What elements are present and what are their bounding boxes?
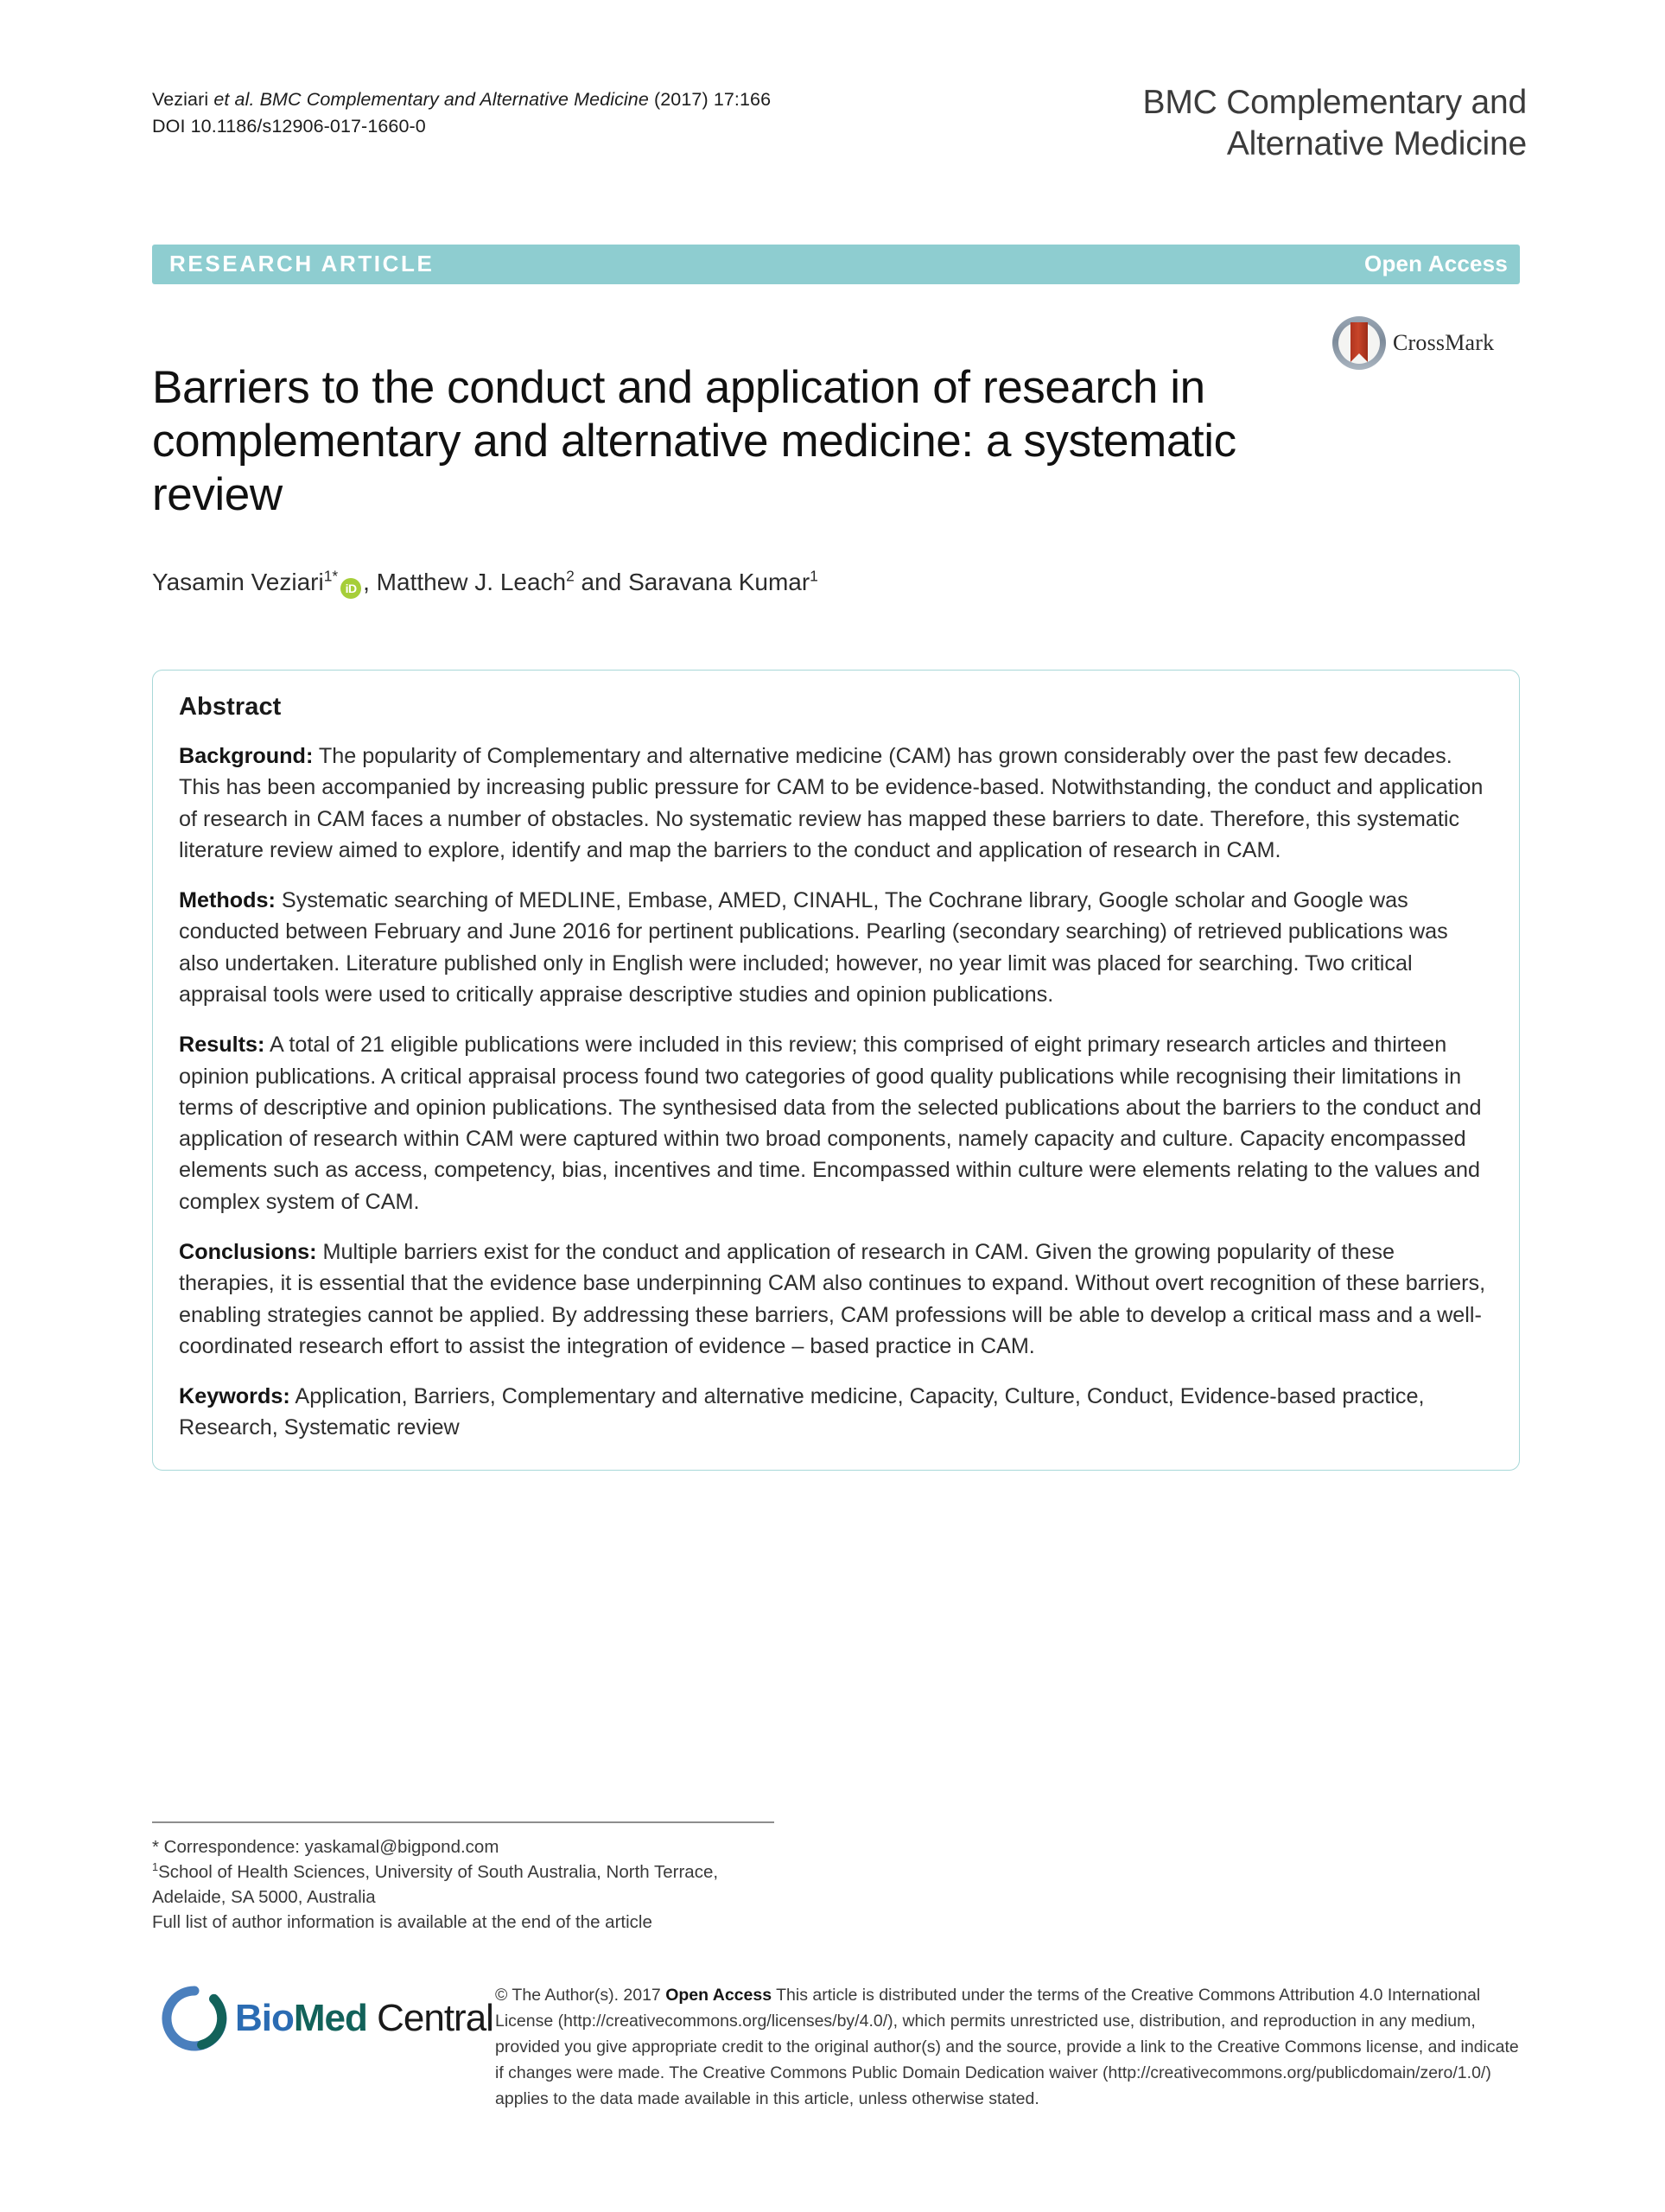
abstract-background-text: The popularity of Complementary and alternative medicine (CAM) has grown considerably over the past few decades. This has been accompanied by increasing public pressure for CAM to be evidence-based. Notwithstanding, the conduct and application of research in CAM faces a number of obstacles. No systematic review has mapped these barriers to date. Therefore, this systematic literature review aimed to explore, identify and map the barriers to the conduct and application of research in CAM. <box>179 744 1484 862</box>
correspondence-email[interactable]: * Correspondence: yaskamal@bigpond.com <box>152 1836 499 1857</box>
author-separator-1: , <box>363 569 377 595</box>
license-body: This article is distributed under the terms of the Creative Commons Attribution 4.0 International License (http://creativecommons.org/licenses/by/4.0/), which permits unrestricted use, distribution, and reproduction in any medium, provided you give appropriate credit to the original author(s) and the source, provide a link to the Creative Commons license, and indicate if changes were made. The Creative Commons Public Domain Dedication waiver (http://creativecommons.org/publicdomain/zero/1.0/) applies to the data made available in this article, unless otherwise stated. <box>495 1986 1519 2109</box>
page-title: Barriers to the conduct and application of research in complementary and alternative medicine: a systematic review <box>152 361 1236 520</box>
abstract-conclusions-text: Multiple barriers exist for the conduct and application of research in CAM. Given the growing popularity of these therapies, it is essential that the evidence base underpinning CAM also continues to expand. Without overt recognition of these barriers, enabling strategies cannot be applied. By addressing these barriers, CAM professions will be able to develop a critical mass and a well-coordinated research effort to assist the integration of evidence – based practice in CAM. <box>179 1239 1486 1358</box>
crossmark-badge[interactable] <box>1331 309 1529 377</box>
abstract-keywords-text: Application, Barriers, Complementary and alternative medicine, Capacity, Culture, Conduct, Evidence-based practice, Research, Systematic review <box>179 1384 1425 1440</box>
orcid-icon[interactable]: iD <box>340 578 361 599</box>
running-head-doi: DOI 10.1186/s12906-017-1660-0 <box>152 115 426 137</box>
abstract-keywords-label: Keywords: <box>179 1384 290 1409</box>
license-open-access-label: Open Access <box>665 1986 772 2005</box>
author-affil-1: 1* <box>323 567 339 585</box>
affiliation-marker: 1 <box>152 1859 159 1873</box>
affiliation-line-1 <box>152 1859 791 1885</box>
author-affil-2: 2 <box>566 567 575 585</box>
logo-word-bio: Bio <box>235 1997 294 2039</box>
abstract-keywords <box>179 1381 1493 1444</box>
author-name-1: Yasamin Veziari <box>152 569 324 595</box>
running-head-volume: (2017) 17:166 <box>648 89 772 110</box>
abstract-methods-text: Systematic searching of MEDLINE, Embase, AMED, CINAHL, The Cochrane library, Google scholar and Google was conducted between February and June 2016 for pertinent publications. Pearling (secondary searching) of retrieved publications was also undertaken. Literature published only in English were included; however, no year limit was placed for searching. Two critical appraisal tools were used to critically appraise descriptive studies and opinion publications. <box>179 888 1448 1007</box>
masthead-line-2: Alternative Medicine <box>1226 125 1527 163</box>
footnote-divider <box>152 1821 774 1823</box>
author-name-2: Matthew J. Leach <box>376 569 567 595</box>
crossmark-label: CrossMark <box>1393 330 1495 355</box>
running-head-journal: et al. BMC Complementary and Alternative Medicine <box>213 89 649 110</box>
abstract-results-label: Results: <box>179 1033 265 1058</box>
correspondence-footnote <box>152 1821 791 1935</box>
author-list <box>152 566 1362 599</box>
biomed-central-wordmark <box>235 1997 493 2040</box>
article-type-label: RESEARCH ARTICLE <box>169 250 435 276</box>
abstract-background <box>179 741 1493 866</box>
abstract-heading: Abstract <box>179 693 282 721</box>
author-separator-2: and <box>574 569 629 595</box>
crossmark-icon <box>1331 315 1388 372</box>
logo-word-central: Central <box>366 1997 493 2039</box>
affiliation-line-2: Adelaide, SA 5000, Australia <box>152 1886 376 1907</box>
running-head-author: Veziari <box>152 89 214 110</box>
abstract-methods <box>179 885 1493 1010</box>
abstract-results-text: A total of 21 eligible publications were included in this review; this comprised of eight primary research articles and thirteen opinion publications. A critical appraisal process found two categories of good quality publications while recognising their limitations in terms of descriptive and opinion publications. The synthesised data from the selected publications about the barriers to the conduct and application of research within CAM were captured within two broad components, namely capacity and culture. Capacity encompassed elements such as access, competency, bias, incentives and time. Encompassed within culture were elements relating to the values and complex system of CAM. <box>179 1033 1482 1214</box>
abstract-methods-label: Methods: <box>179 888 276 913</box>
biomed-ring-icon <box>161 1985 228 2052</box>
open-access-label: Open Access <box>1364 250 1508 276</box>
running-head <box>152 86 982 139</box>
license-copyright: © The Author(s). 2017 <box>495 1986 666 2005</box>
article-type-banner <box>152 245 1520 284</box>
journal-masthead <box>905 82 1527 166</box>
author-info-note: Full list of author information is available at the end of the article <box>152 1911 652 1932</box>
author-name-3: Saravana Kumar <box>628 569 810 595</box>
masthead-line-1: BMC Complementary and <box>1142 84 1527 121</box>
abstract-conclusions <box>179 1236 1493 1362</box>
abstract-results <box>179 1029 1493 1217</box>
biomed-central-logo <box>161 1984 493 2053</box>
abstract-background-label: Background: <box>179 744 314 768</box>
logo-word-med: Med <box>293 1997 367 2039</box>
license-statement <box>495 1982 1523 2112</box>
running-head-citation <box>152 86 982 113</box>
abstract-box <box>152 670 1520 1471</box>
author-affil-3: 1 <box>810 567 818 585</box>
affiliation-text-1: School of Health Sciences, University of South Australia, North Terrace, <box>158 1861 719 1882</box>
abstract-conclusions-label: Conclusions: <box>179 1239 317 1264</box>
